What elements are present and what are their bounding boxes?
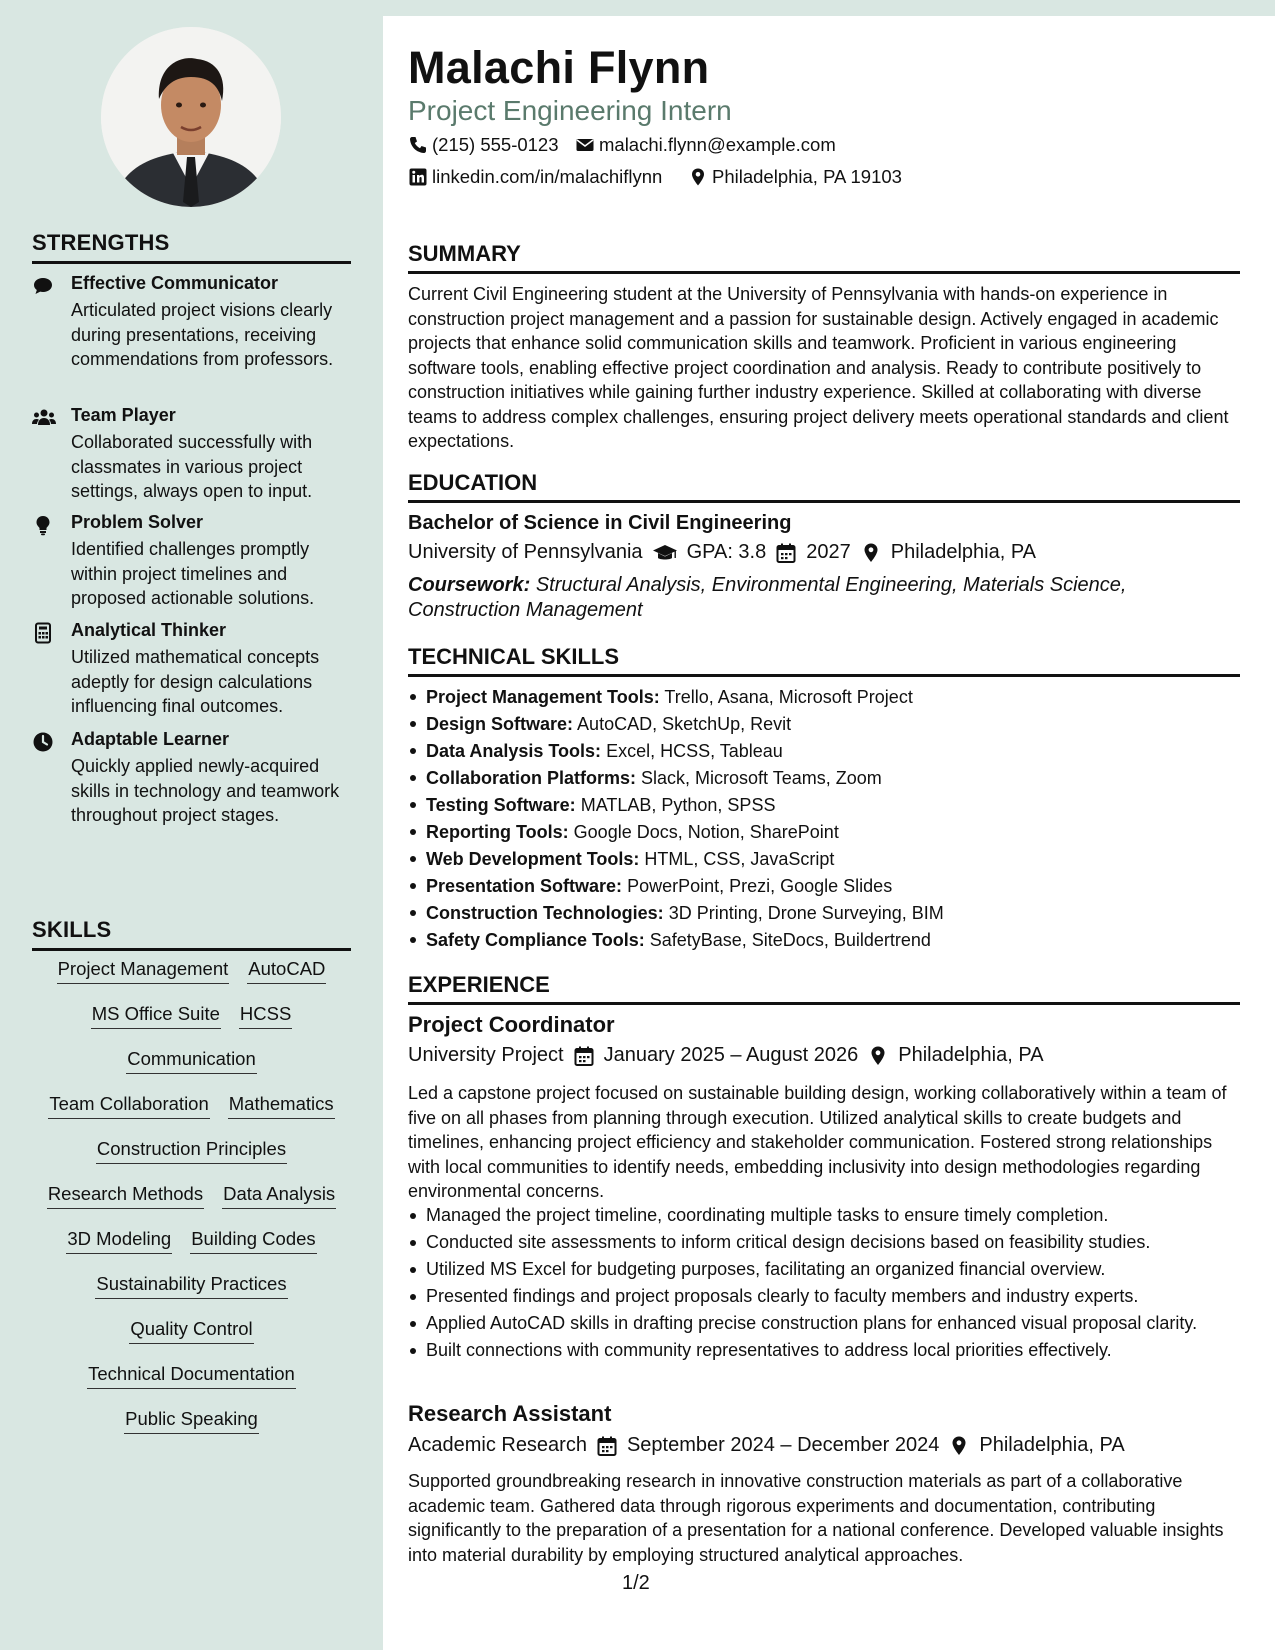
strength-title: Adaptable Learner: [71, 729, 230, 749]
coursework-list: Structural Analysis, Environmental Engineering, Materials Science, Construction Management: [408, 574, 1127, 621]
coursework-label: Coursework:: [408, 574, 531, 596]
tech-skill-label: Web Development Tools:: [426, 849, 640, 869]
skill-tag: Research Methods: [47, 1182, 204, 1209]
education-location: Philadelphia, PA: [890, 541, 1037, 563]
strength-desc: Identified challenges promptly within project timelines and proposed actionable solutions.: [71, 539, 315, 608]
location-text: Philadelphia, PA 19103: [712, 166, 902, 187]
tech-skill-label: Construction Technologies:: [426, 903, 664, 923]
tech-skill-item: [408, 738, 1238, 765]
strength-title: Effective Communicator: [71, 273, 279, 293]
skill-tag: HCSS: [239, 1002, 292, 1029]
lightbulb-icon: [32, 514, 54, 536]
tech-skill-label: Design Software:: [426, 714, 574, 734]
job-bullet: Presented findings and project proposals clearly to faculty members and industry experts.: [408, 1284, 1238, 1309]
tech-skill-label: Testing Software:: [426, 795, 576, 815]
job-bullet: Utilized MS Excel for budgeting purposes, facilitating an organized financial overview.: [408, 1257, 1238, 1282]
tech-skill-value: MATLAB, Python, SPSS: [580, 795, 776, 815]
tech-skill-label: Presentation Software:: [426, 876, 623, 896]
tech-skill-label: Project Management Tools:: [426, 687, 660, 707]
job-bullet: Built connections with community representatives to address local priorities effectively.: [408, 1338, 1238, 1363]
technical-skills-list: [408, 684, 1238, 954]
map-pin-icon: [860, 542, 882, 564]
linkedin-url: linkedin.com/in/malachiflynn: [432, 166, 663, 187]
strengths-heading: STRENGTHS: [32, 230, 351, 264]
experience-heading: EXPERIENCE: [408, 972, 1240, 1005]
phone-contact[interactable]: [408, 134, 559, 156]
skill-row: [32, 1362, 351, 1407]
gpa: GPA: 3.8: [686, 541, 767, 563]
email-contact[interactable]: [575, 134, 836, 156]
job-details: [408, 1044, 1044, 1067]
job-bullet: Applied AutoCAD skills in drafting precise construction plans for enhanced visual proposal clarity.: [408, 1311, 1238, 1336]
job-details: [408, 1434, 1125, 1457]
summary-heading: SUMMARY: [408, 241, 1240, 274]
job-org: University Project: [408, 1044, 564, 1066]
skill-row: [32, 1317, 351, 1362]
calculator-icon: [32, 622, 54, 644]
candidate-role: Project Engineering Intern: [408, 95, 732, 126]
education-heading: EDUCATION: [408, 470, 1240, 503]
job-description: Led a capstone project focused on sustainable building design, working collaboratively within a team of five on all phases from planning through execution. Utilized analytical skills to create budgets and timelines, enhancing project efficiency and stakeholder communication. Fostered strong relationships with local communities to identify needs, embedding inclusivity into design methodologies regarding environmental concerns.: [408, 1083, 1227, 1201]
skill-tag: 3D Modeling: [66, 1227, 172, 1254]
tech-skill-item: [408, 711, 1238, 738]
job-dates: September 2024 – December 2024: [626, 1434, 940, 1456]
tech-skill-item: [408, 684, 1238, 711]
job-org: Academic Research: [408, 1434, 587, 1456]
job-bullet: Managed the project timeline, coordinating multiple tasks to ensure timely completion.: [408, 1203, 1238, 1228]
coursework: [408, 573, 1168, 622]
job-location: Philadelphia, PA: [979, 1434, 1125, 1456]
users-icon: [32, 407, 54, 429]
job-dates: January 2025 – August 2026: [603, 1044, 859, 1066]
skill-row: [32, 1092, 351, 1137]
map-pin-icon: [688, 167, 708, 187]
skill-tag: Sustainability Practices: [95, 1272, 287, 1299]
skill-tag: Quality Control: [129, 1317, 253, 1344]
calendar-icon: [596, 1435, 618, 1457]
skill-tag: MS Office Suite: [91, 1002, 221, 1029]
strength-title: Team Player: [71, 405, 176, 425]
phone-icon: [408, 135, 428, 155]
tech-skill-item: [408, 765, 1238, 792]
tech-skill-value: Slack, Microsoft Teams, Zoom: [641, 768, 882, 788]
tech-skill-value: 3D Printing, Drone Surveying, BIM: [668, 903, 944, 923]
job-bullets: [408, 1203, 1238, 1365]
tech-skill-value: SafetyBase, SiteDocs, Buildertrend: [649, 930, 931, 950]
skill-row: [32, 1272, 351, 1317]
skill-row: [32, 1407, 351, 1452]
strength-title: Analytical Thinker: [71, 620, 227, 640]
skill-tag: Construction Principles: [96, 1137, 287, 1164]
tech-skill-value: PowerPoint, Prezi, Google Slides: [627, 876, 893, 896]
education-details: [408, 541, 1036, 564]
tech-skill-value: Google Docs, Notion, SharePoint: [573, 822, 839, 842]
technical-skills-heading: TECHNICAL SKILLS: [408, 644, 1240, 677]
candidate-name: Malachi Flynn: [408, 42, 710, 93]
envelope-icon: [575, 135, 595, 155]
school-name: University of Pennsylvania: [408, 541, 643, 563]
speech-bubble-icon: [32, 275, 54, 297]
tech-skill-item: [408, 819, 1238, 846]
skill-tag: Communication: [126, 1047, 257, 1074]
graduation-cap-icon: [652, 542, 678, 564]
tech-skill-label: Safety Compliance Tools:: [426, 930, 645, 950]
summary-text: Current Civil Engineering student at the University of Pennsylvania with hands-on experience in construction project management and a passion for sustainable design. Actively engaged in academic projects that enhance solid communication skills and teamwork. Proficient in various engineering software tools, enabling effective project coordination and analysis. Ready to contribute positively to construction initiatives while gaining further industry experience. Skilled at collaborating with diverse teams to address complex challenges, ensuring project delivery meets operational standards and client expectations.: [408, 284, 1229, 451]
phone-number: (215) 555-0123: [432, 134, 559, 155]
skill-row: [32, 1047, 351, 1092]
skill-tag: Team Collaboration: [48, 1092, 209, 1119]
page-indicator: 1/2: [622, 1572, 650, 1594]
tech-skill-label: Collaboration Platforms:: [426, 768, 637, 788]
profile-photo: [101, 27, 281, 207]
tech-skill-item: [408, 792, 1238, 819]
map-pin-icon: [867, 1045, 889, 1067]
job-title: Project Coordinator: [408, 1012, 615, 1037]
skill-row: [32, 957, 351, 1002]
strength-desc: Quickly applied newly-acquired skills in technology and teamwork throughout project stages.: [71, 756, 340, 825]
map-pin-icon: [948, 1435, 970, 1457]
skill-row: [32, 1182, 351, 1227]
strength-desc: Utilized mathematical concepts adeptly for design calculations influencing final outcomes.: [71, 647, 320, 716]
location-contact: [688, 166, 902, 188]
tech-skill-value: Excel, HCSS, Tableau: [606, 741, 783, 761]
skill-tag: Technical Documentation: [87, 1362, 296, 1389]
job-title: Research Assistant: [408, 1401, 612, 1426]
calendar-icon: [573, 1045, 595, 1067]
skill-tag: Mathematics: [228, 1092, 335, 1119]
tech-skill-label: Reporting Tools:: [426, 822, 569, 842]
graduation-year: 2027: [806, 541, 851, 563]
email-address: malachi.flynn@example.com: [599, 134, 836, 155]
tech-skill-item: [408, 846, 1238, 873]
strength-desc: Articulated project visions clearly during presentations, receiving commendations from professors.: [71, 300, 334, 369]
degree-title: Bachelor of Science in Civil Engineering: [408, 512, 792, 534]
tech-skill-item: [408, 927, 1238, 954]
skill-row: [32, 1137, 351, 1182]
calendar-icon: [775, 542, 797, 564]
tech-skill-label: Data Analysis Tools:: [426, 741, 602, 761]
job-bullet: Conducted site assessments to inform critical design decisions based on feasibility studies.: [408, 1230, 1238, 1255]
skill-row: [32, 1227, 351, 1272]
strength-title: Problem Solver: [71, 512, 204, 532]
tech-skill-value: HTML, CSS, JavaScript: [644, 849, 835, 869]
job-description: Supported groundbreaking research in innovative construction materials as part of a collaborative academic team. Gathered data through rigorous experiments and documentation, contributing significantly to the preparation of a presentation for a national conference. Developed valuable insights into material durability by employing structured analytical approaches.: [408, 1471, 1224, 1565]
clock-icon: [32, 731, 54, 753]
linkedin-icon: [408, 167, 428, 187]
skill-tag: Public Speaking: [124, 1407, 259, 1434]
tech-skill-value: AutoCAD, SketchUp, Revit: [577, 714, 792, 734]
skill-tag: AutoCAD: [247, 957, 326, 984]
strength-desc: Collaborated successfully with classmates in various project settings, always open to input.: [71, 432, 313, 501]
linkedin-contact[interactable]: [408, 166, 662, 188]
tech-skill-value: Trello, Asana, Microsoft Project: [664, 687, 913, 707]
job-location: Philadelphia, PA: [898, 1044, 1044, 1066]
skills-list: [32, 957, 351, 1452]
skill-row: [32, 1002, 351, 1047]
skill-tag: Building Codes: [190, 1227, 316, 1254]
skills-heading: SKILLS: [32, 917, 351, 951]
skill-tag: Data Analysis: [222, 1182, 336, 1209]
tech-skill-item: [408, 900, 1238, 927]
tech-skill-item: [408, 873, 1238, 900]
skill-tag: Project Management: [57, 957, 230, 984]
